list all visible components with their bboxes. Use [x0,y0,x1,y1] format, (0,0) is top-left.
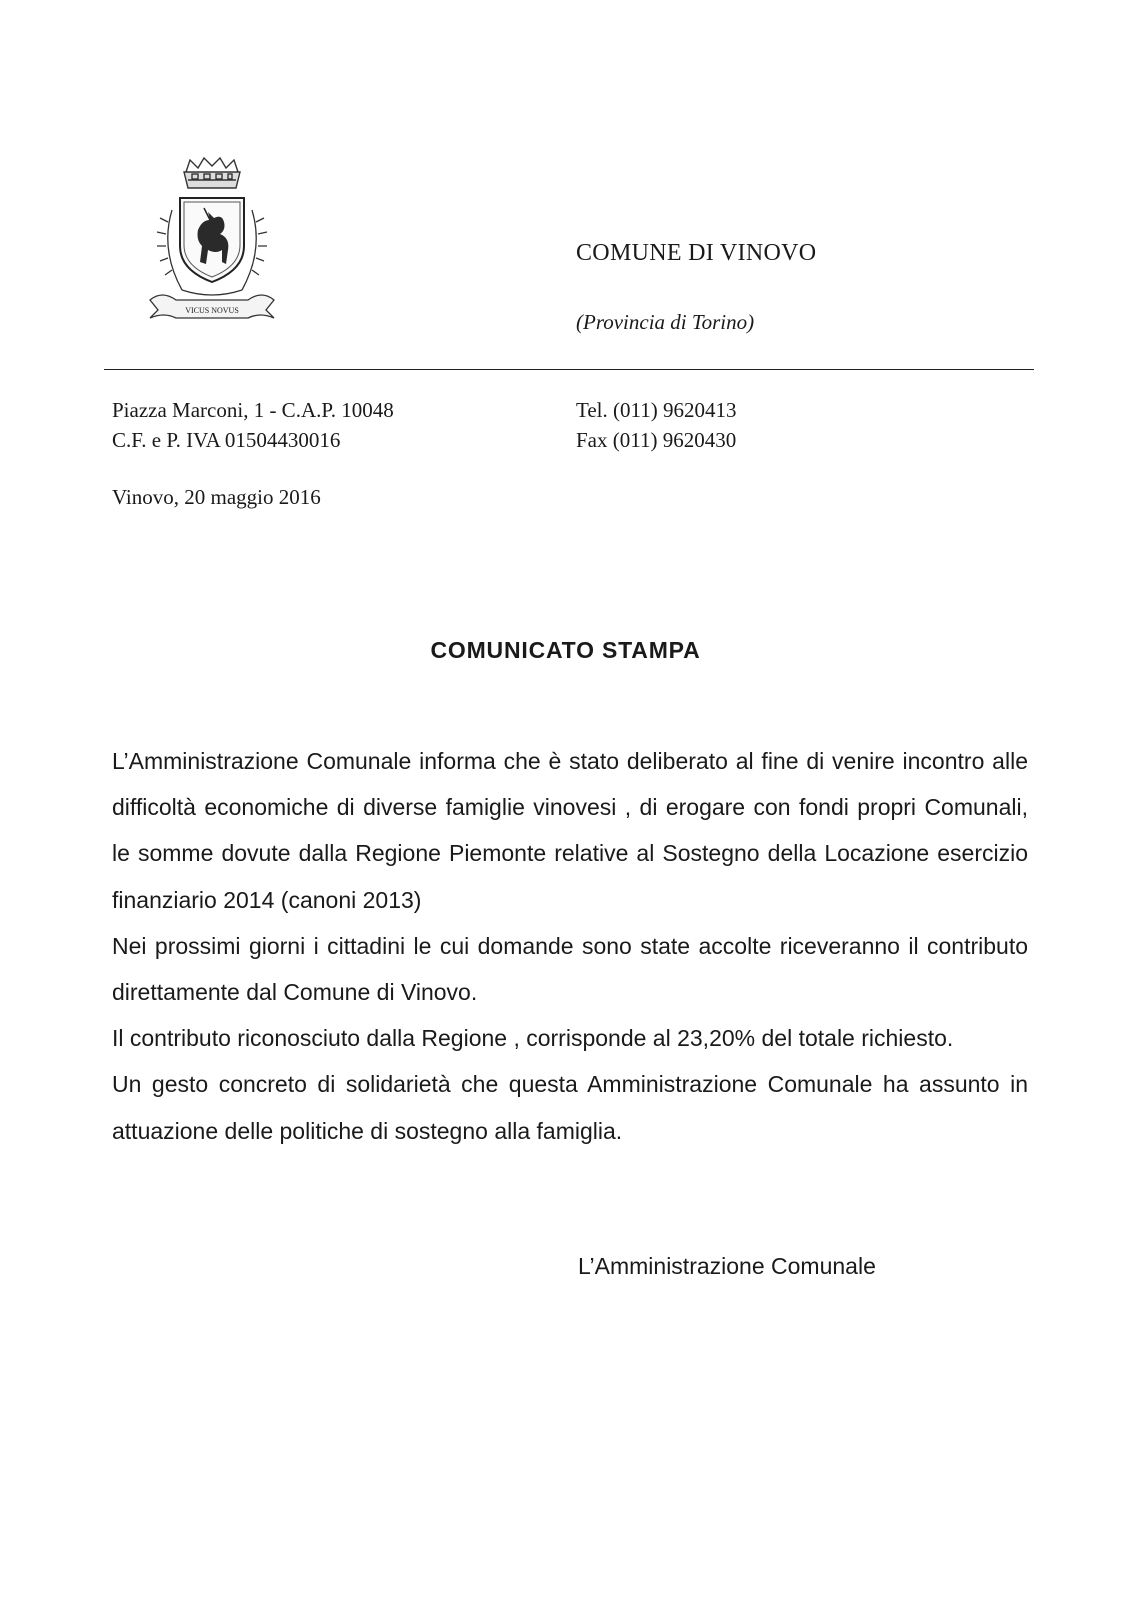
header-divider [104,369,1034,370]
crest-motto: VICUS NOVUS [185,306,239,315]
date-line: Vinovo, 20 maggio 2016 [112,485,321,509]
tax-id-line: C.F. e P. IVA 01504430016 [112,428,341,452]
signature: L’Amministrazione Comunale [578,1253,876,1279]
press-release-body [112,738,1028,1154]
fax-line: Fax (011) 9620430 [576,428,737,452]
body-paragraph: Un gesto concreto di solidarietà che questa Amministrazione Comunale ha assunto in attuazione delle politiche di sostegno alla famiglia. [112,1071,1028,1144]
contact-block [576,395,736,455]
phone-line: Tel. (011) 9620413 [576,398,737,422]
municipal-crest-icon [142,150,282,330]
address-block [112,395,394,455]
document-title: COMUNICATO STAMPA [430,637,701,663]
body-paragraph: Il contributo riconosciuto dalla Regione , corrisponde al 23,20% del totale richiesto. [112,1025,954,1052]
body-paragraph: L’Amministrazione Comunale informa che è stato deliberato al fine di venire incontro alle difficoltà economiche di diverse famiglie vinovesi , di erogare con fondi propri Comunali, le somme dovute dalla Regione Piemonte relative al Sostegno della Locazione esercizio finanziario 2014 (canoni 2013) [112,748,1028,913]
org-province: (Provincia di Torino) [576,310,755,334]
body-paragraph: Nei prossimi giorni i cittadini le cui domande sono state accolte riceveranno il contributo direttamente dal Comune di Vinovo. [112,932,1028,1006]
address-line: Piazza Marconi, 1 - C.A.P. 10048 [112,398,394,422]
org-name: COMUNE DI VINOVO [576,240,817,266]
